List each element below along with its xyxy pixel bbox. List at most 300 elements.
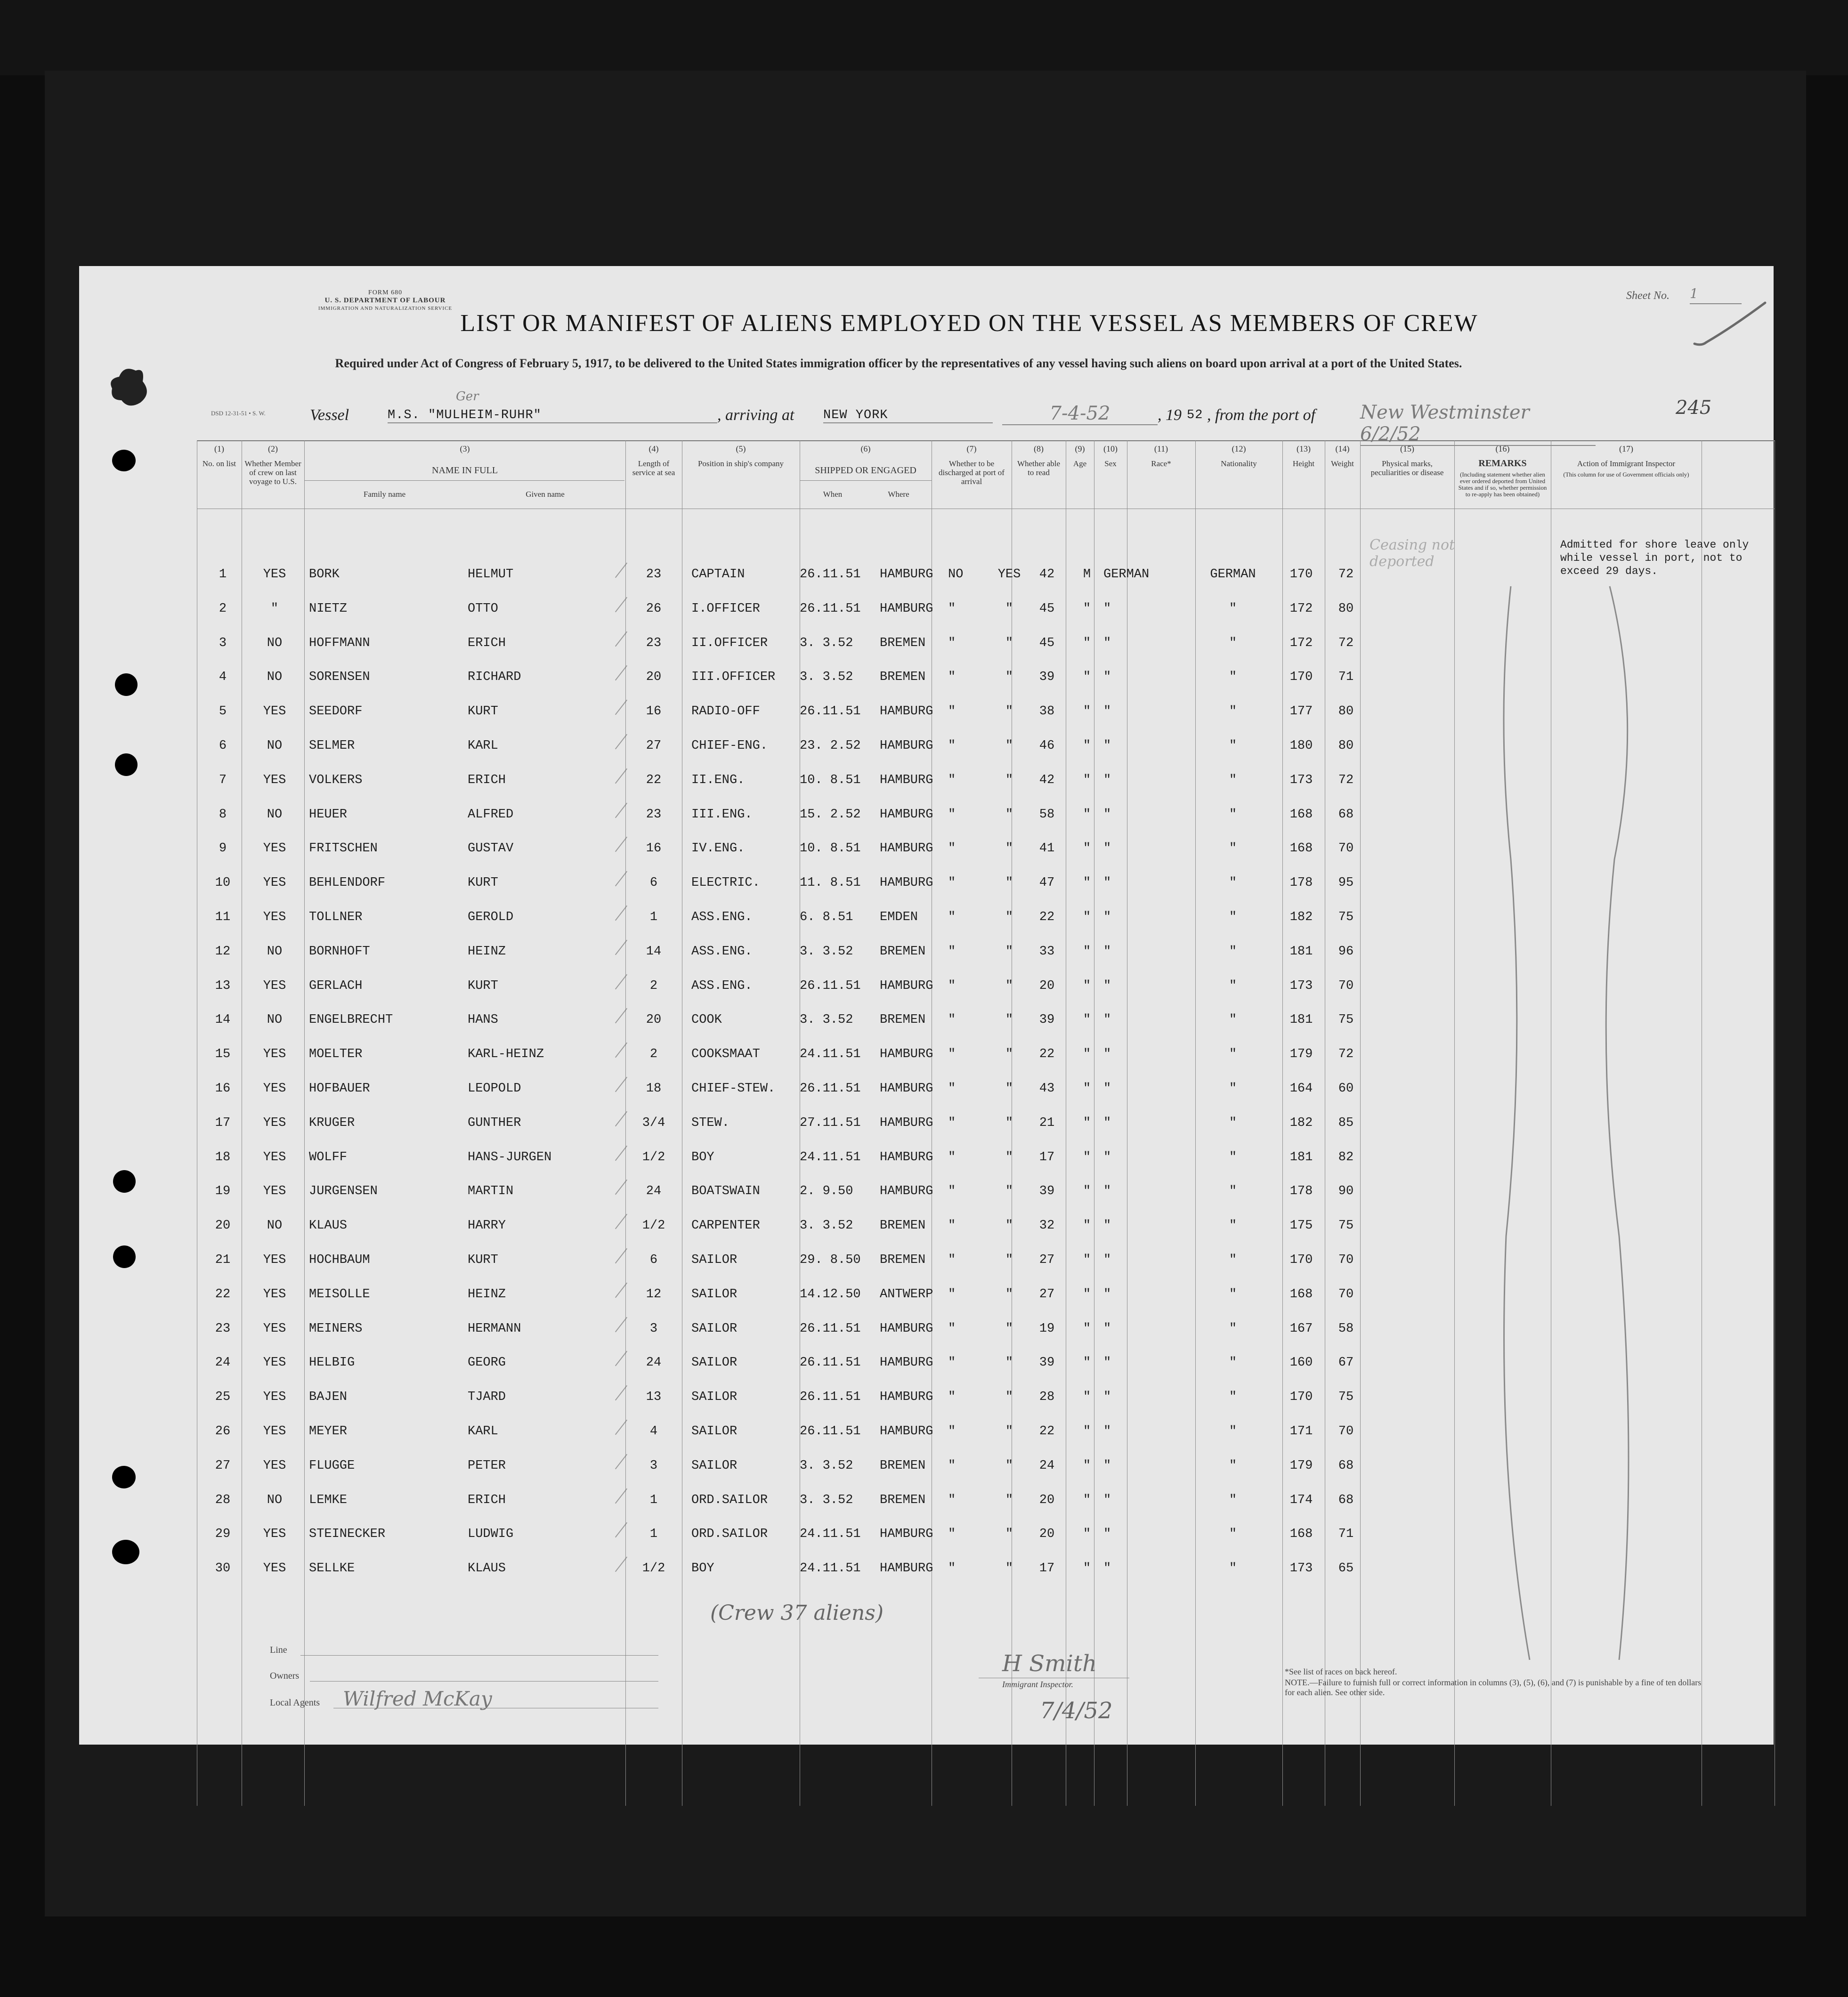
cell-read: " <box>1005 1150 1013 1164</box>
cell-disch: " <box>948 1013 956 1027</box>
column-header: Whether Member of crew on last voyage to U.S. <box>244 459 301 486</box>
cell-service: 1 <box>649 1493 658 1507</box>
cell-no: 25 <box>215 1390 231 1405</box>
cell-read: " <box>1005 636 1013 650</box>
cell-service: 23 <box>646 636 662 650</box>
cell-family: VOLKERS <box>309 773 363 787</box>
shipped-subheader-rule <box>800 480 932 481</box>
cell-no: 3 <box>219 636 227 650</box>
cell-when: 3. 3.52 <box>800 944 853 959</box>
cell-family: HOFBAUER <box>309 1082 370 1096</box>
cell-no: 4 <box>219 670 227 685</box>
cell-given: ERICH <box>468 636 506 650</box>
arriving-place: NEW YORK <box>823 408 993 423</box>
cell-when: 26.11.51 <box>800 978 861 993</box>
cell-read: " <box>1005 1116 1013 1130</box>
cell-position: SAILOR <box>691 1356 738 1370</box>
cell-race: " <box>1103 1082 1111 1096</box>
cell-when: 26.11.51 <box>800 1082 861 1096</box>
cell-height: 168 <box>1289 1287 1313 1302</box>
cell-weight: 72 <box>1338 1047 1354 1062</box>
pencil-tick-icon <box>615 837 627 852</box>
cell-family: MEYER <box>309 1424 348 1439</box>
cell-sex: " <box>1083 978 1091 993</box>
cell-age: 39 <box>1039 670 1055 685</box>
pencil-tick-icon <box>615 939 627 955</box>
cell-weight: 70 <box>1338 1424 1354 1439</box>
cell-sex: " <box>1083 1150 1091 1164</box>
cell-given: ERICH <box>468 1493 506 1507</box>
cell-service: 26 <box>646 601 662 616</box>
cell-age: 39 <box>1039 1013 1055 1027</box>
cell-service: 13 <box>646 1390 662 1405</box>
table-row <box>79 773 1586 792</box>
cell-family: SELMER <box>309 739 355 753</box>
cell-given: OTTO <box>468 601 498 616</box>
table-row <box>79 1082 1586 1100</box>
cell-disch: " <box>948 1561 956 1576</box>
table-row <box>79 1527 1586 1546</box>
cell-weight: 68 <box>1338 1493 1354 1507</box>
cell-sex: " <box>1083 636 1091 650</box>
cell-when: 26.11.51 <box>800 1424 861 1439</box>
cell-where: HAMBURG <box>880 1082 933 1096</box>
table-row <box>79 602 1586 621</box>
cell-prev: YES <box>263 910 286 924</box>
cell-read: " <box>1005 1013 1013 1027</box>
column-number: (8) <box>1034 444 1044 453</box>
cell-when: 26.11.51 <box>800 1321 861 1336</box>
cell-weight: 82 <box>1338 1150 1354 1164</box>
cell-prev: YES <box>263 978 286 993</box>
cell-sex: " <box>1083 670 1091 685</box>
cell-height: 160 <box>1289 1356 1313 1370</box>
column-number: (17) <box>1619 444 1633 453</box>
cell-where: ANTWERP <box>880 1287 933 1302</box>
cell-age: 22 <box>1039 1424 1055 1439</box>
cell-no: 12 <box>215 944 231 959</box>
cell-no: 13 <box>215 978 231 993</box>
cell-given: KURT <box>468 876 498 890</box>
cell-nat: " <box>1229 978 1237 993</box>
table-row <box>79 1150 1586 1169</box>
cell-prev: YES <box>263 841 286 856</box>
from-port-value: New Westminster 6/2/52 <box>1360 402 1596 446</box>
cell-given: GUSTAV <box>468 841 514 856</box>
cell-disch: " <box>948 1321 956 1336</box>
cell-height: 164 <box>1289 1082 1313 1096</box>
column-number: (5) <box>736 444 746 453</box>
cell-prev: NO <box>267 636 283 650</box>
cell-race: " <box>1103 1493 1111 1507</box>
pencil-tick-icon <box>615 597 627 612</box>
cell-when: 14.12.50 <box>800 1287 861 1302</box>
cell-weight: 95 <box>1338 876 1354 890</box>
cell-where: BREMEN <box>880 1458 926 1473</box>
inspector-signature: H Smith <box>1002 1650 1097 1677</box>
pencil-tick-icon <box>615 1282 627 1298</box>
cell-race: " <box>1103 1013 1111 1027</box>
cell-weight: 70 <box>1338 1253 1354 1267</box>
column-subheader: Where <box>888 490 909 499</box>
cell-given: HEINZ <box>468 944 506 959</box>
cell-service: 2 <box>649 1047 658 1062</box>
cell-nat: " <box>1229 636 1237 650</box>
cell-sex: " <box>1083 1458 1091 1473</box>
cell-height: 171 <box>1289 1424 1313 1439</box>
table-top-rule <box>197 440 1775 441</box>
cell-no: 11 <box>215 910 231 924</box>
cell-race: " <box>1103 978 1111 993</box>
cell-given: ERICH <box>468 773 506 787</box>
manifest-sheet <box>79 266 1774 1745</box>
cell-service: 23 <box>646 807 662 822</box>
cell-where: HAMBURG <box>880 1116 933 1130</box>
cell-when: 24.11.51 <box>800 1150 861 1164</box>
cell-race: " <box>1103 773 1111 787</box>
cell-position: III.OFFICER <box>691 670 776 685</box>
department-name: U. S. DEPARTMENT OF LABOUR <box>324 297 446 304</box>
arriving-label: , arriving at <box>717 406 794 424</box>
cell-when: 10. 8.51 <box>800 841 861 856</box>
cell-service: 14 <box>646 944 662 959</box>
cell-where: BREMEN <box>880 636 926 650</box>
cell-when: 3. 3.52 <box>800 1493 853 1507</box>
cell-prev: YES <box>263 773 286 787</box>
cell-nat: " <box>1229 1253 1237 1267</box>
cell-nat: " <box>1229 1321 1237 1336</box>
cell-given: KARL <box>468 739 498 753</box>
print-code: DSD 12-31-51 • S. W. <box>211 410 266 417</box>
cell-where: HAMBURG <box>880 978 933 993</box>
cell-family: HOFFMANN <box>309 636 370 650</box>
corner-number: 245 <box>1676 397 1712 419</box>
cell-disch: " <box>948 773 956 787</box>
table-row <box>79 1356 1586 1374</box>
cell-height: 168 <box>1289 1527 1313 1542</box>
cell-position: III.ENG. <box>691 807 753 822</box>
column-header: Height <box>1292 459 1315 468</box>
table-row <box>79 1219 1586 1237</box>
cell-height: 170 <box>1289 670 1313 685</box>
cell-family: MEISOLLE <box>309 1287 370 1302</box>
cell-read: " <box>1005 978 1013 993</box>
cell-sex: " <box>1083 1082 1091 1096</box>
agents-label: Local Agents <box>270 1698 320 1708</box>
pencil-tick-icon <box>615 734 627 750</box>
cell-sex: " <box>1083 1356 1091 1370</box>
owners-rule <box>310 1681 658 1682</box>
service-name: IMMIGRATION AND NATURALIZATION SERVICE <box>318 306 453 311</box>
cell-prev: YES <box>263 1287 286 1302</box>
table-row <box>79 1253 1586 1272</box>
cell-weight: 80 <box>1338 704 1354 719</box>
cell-age: 33 <box>1039 944 1055 959</box>
cell-service: 3 <box>649 1321 658 1336</box>
cell-height: 180 <box>1289 739 1313 753</box>
cell-where: BREMEN <box>880 1253 926 1267</box>
cell-age: 20 <box>1039 1527 1055 1542</box>
cell-sex: " <box>1083 944 1091 959</box>
cell-position: SAILOR <box>691 1390 738 1405</box>
cell-height: 181 <box>1289 1150 1313 1164</box>
cell-disch: " <box>948 944 956 959</box>
cell-when: 3. 3.52 <box>800 1458 853 1473</box>
cell-service: 23 <box>646 567 662 582</box>
cell-race: " <box>1103 670 1111 685</box>
cell-race: " <box>1103 1253 1111 1267</box>
cell-disch: " <box>948 1390 956 1405</box>
cell-prev: NO <box>267 807 283 822</box>
punch-hole <box>112 450 136 471</box>
cell-prev: YES <box>263 1356 286 1370</box>
column-subheader: Family name <box>363 490 406 499</box>
cell-position: COOKSMAAT <box>691 1047 760 1062</box>
pencil-tick-icon <box>615 700 627 715</box>
cell-prev: NO <box>267 1219 283 1233</box>
cell-weight: 67 <box>1338 1356 1354 1370</box>
cell-prev: YES <box>263 1047 286 1062</box>
cell-age: 22 <box>1039 1047 1055 1062</box>
cell-position: CAPTAIN <box>691 567 745 582</box>
pencil-tick-icon <box>615 1454 627 1469</box>
cell-service: 12 <box>646 1287 662 1302</box>
cell-position: CARPENTER <box>691 1219 760 1233</box>
cell-given: HELMUT <box>468 567 514 582</box>
cell-nat: " <box>1229 1116 1237 1130</box>
table-row <box>79 1116 1586 1135</box>
punch-hole <box>112 1466 136 1488</box>
cell-given: PETER <box>468 1458 506 1473</box>
cell-disch: " <box>948 1493 956 1507</box>
pencil-tick-icon <box>615 631 627 647</box>
column-header: Age <box>1073 459 1087 468</box>
cell-where: HAMBURG <box>880 841 933 856</box>
column-header: SHIPPED OR ENGAGED <box>815 465 916 476</box>
cell-nat: " <box>1229 1287 1237 1302</box>
cell-where: HAMBURG <box>880 1527 933 1542</box>
cell-sex: " <box>1083 876 1091 890</box>
cell-race: " <box>1103 1458 1111 1473</box>
cell-sex: " <box>1083 1013 1091 1027</box>
cell-where: BREMEN <box>880 944 926 959</box>
cell-when: 6. 8.51 <box>800 910 853 924</box>
column-header: Position in ship's company <box>697 459 784 468</box>
cell-family: MEINERS <box>309 1321 363 1336</box>
cell-weight: 58 <box>1338 1321 1354 1336</box>
cell-position: ORD.SAILOR <box>691 1493 768 1507</box>
cell-position: STEW. <box>691 1116 730 1130</box>
cell-position: CHIEF-ENG. <box>691 739 768 753</box>
cell-prev: YES <box>263 704 286 719</box>
cell-disch: " <box>948 1150 956 1164</box>
cell-no: 8 <box>219 807 227 822</box>
cell-where: HAMBURG <box>880 773 933 787</box>
cell-family: TOLLNER <box>309 910 363 924</box>
cell-family: SELLKE <box>309 1561 355 1576</box>
table-row <box>79 1047 1586 1066</box>
cell-sex: " <box>1083 841 1091 856</box>
cell-service: 3 <box>649 1458 658 1473</box>
cell-when: 27.11.51 <box>800 1116 861 1130</box>
cell-position: I.OFFICER <box>691 601 760 616</box>
cell-when: 2. 9.50 <box>800 1184 853 1199</box>
cell-nat: " <box>1229 1493 1237 1507</box>
film-top-border <box>0 0 1848 75</box>
cell-age: 46 <box>1039 739 1055 753</box>
column-number: (2) <box>268 444 278 453</box>
cell-prev: YES <box>263 567 286 582</box>
cell-age: 27 <box>1039 1253 1055 1267</box>
cell-position: COOK <box>691 1013 722 1027</box>
column-number: (16) <box>1495 444 1510 453</box>
cell-sex: " <box>1083 1561 1091 1576</box>
cell-position: CHIEF-STEW. <box>691 1082 776 1096</box>
cell-disch: " <box>948 739 956 753</box>
column-header: Length of service at sea <box>632 459 675 477</box>
column-header: NAME IN FULL <box>432 465 498 476</box>
cell-disch: " <box>948 1219 956 1233</box>
cell-read: YES <box>997 567 1021 582</box>
cell-when: 26.11.51 <box>800 601 861 616</box>
cell-age: 39 <box>1039 1184 1055 1199</box>
cell-age: 20 <box>1039 978 1055 993</box>
cell-where: HAMBURG <box>880 1047 933 1062</box>
cell-nat: " <box>1229 1219 1237 1233</box>
pencil-tick-icon <box>615 1351 627 1366</box>
column-header: Weight <box>1331 459 1354 468</box>
cell-weight: 75 <box>1338 1013 1354 1027</box>
cell-race: " <box>1103 1390 1111 1405</box>
column-header: Race* <box>1151 459 1171 468</box>
cell-height: 170 <box>1289 1253 1313 1267</box>
cell-service: 20 <box>646 670 662 685</box>
cell-service: 18 <box>646 1082 662 1096</box>
cell-service: 22 <box>646 773 662 787</box>
cell-nat: " <box>1229 739 1237 753</box>
column-number: (12) <box>1232 444 1246 453</box>
cell-prev: NO <box>267 944 283 959</box>
column-number: (15) <box>1400 444 1414 453</box>
cell-height: 174 <box>1289 1493 1313 1507</box>
cell-given: HARRY <box>468 1219 506 1233</box>
cell-sex: " <box>1083 1184 1091 1199</box>
cell-nat: " <box>1229 1458 1237 1473</box>
cell-sex: " <box>1083 807 1091 822</box>
cell-given: GEORG <box>468 1356 506 1370</box>
cell-given: LEOPOLD <box>468 1082 521 1096</box>
cell-when: 26.11.51 <box>800 1390 861 1405</box>
cell-where: HAMBURG <box>880 601 933 616</box>
cell-when: 29. 8.50 <box>800 1253 861 1267</box>
cell-given: GEROLD <box>468 910 514 924</box>
punch-hole <box>115 753 138 776</box>
cell-weight: 68 <box>1338 807 1354 822</box>
cell-family: BAJEN <box>309 1390 348 1405</box>
column-number: (1) <box>214 444 224 453</box>
cell-when: 24.11.51 <box>800 1527 861 1542</box>
cell-where: EMDEN <box>880 910 918 924</box>
cell-disch: NO <box>948 567 964 582</box>
cell-read: " <box>1005 1356 1013 1370</box>
cell-given: RICHARD <box>468 670 521 685</box>
pencil-tick-icon <box>615 974 627 989</box>
cell-no: 17 <box>215 1116 231 1130</box>
cell-where: HAMBURG <box>880 1356 933 1370</box>
punch-hole <box>113 1170 136 1193</box>
cell-given: ALFRED <box>468 807 514 822</box>
table-row <box>79 808 1586 826</box>
cell-age: 27 <box>1039 1287 1055 1302</box>
cell-read: " <box>1005 1390 1013 1405</box>
cell-sex: " <box>1083 601 1091 616</box>
table-row <box>79 1424 1586 1443</box>
cell-service: 24 <box>646 1184 662 1199</box>
column-header: Whether to be discharged at port of arrival <box>939 459 1005 486</box>
cell-given: HANS-JURGEN <box>468 1150 552 1164</box>
cell-race: " <box>1103 704 1111 719</box>
cell-height: 179 <box>1289 1047 1313 1062</box>
cell-height: 178 <box>1289 1184 1313 1199</box>
cell-disch: " <box>948 1356 956 1370</box>
pencil-tick-icon <box>615 1008 627 1024</box>
cell-when: 26.11.51 <box>800 567 861 582</box>
cell-prev: YES <box>263 1390 286 1405</box>
cell-prev: YES <box>263 1116 286 1130</box>
table-row <box>79 636 1586 655</box>
column-number: (10) <box>1103 444 1118 453</box>
cell-sex: " <box>1083 1424 1091 1439</box>
cell-position: RADIO-OFF <box>691 704 760 719</box>
cell-family: SEEDORF <box>309 704 363 719</box>
cell-race: " <box>1103 1356 1111 1370</box>
cell-race: " <box>1103 944 1111 959</box>
cell-service: 1/2 <box>642 1150 665 1164</box>
year-value: 52 <box>1187 408 1203 422</box>
pencil-tick-icon <box>615 1522 627 1538</box>
table-row <box>79 876 1586 895</box>
cell-prev: YES <box>263 1321 286 1336</box>
cell-given: KURT <box>468 1253 498 1267</box>
column-number: (3) <box>460 444 470 453</box>
cell-given: KLAUS <box>468 1561 506 1576</box>
cell-nat: " <box>1229 807 1237 822</box>
cell-race: " <box>1103 876 1111 890</box>
inspector-date: 7/4/52 <box>1040 1698 1113 1724</box>
cell-where: HAMBURG <box>880 704 933 719</box>
cell-read: " <box>1005 1561 1013 1576</box>
cell-read: " <box>1005 807 1013 822</box>
table-row <box>79 1184 1586 1203</box>
cell-given: GUNTHER <box>468 1116 521 1130</box>
cell-position: SAILOR <box>691 1424 738 1439</box>
pencil-tick-icon <box>615 1111 627 1126</box>
table-row <box>79 979 1586 998</box>
cell-weight: 90 <box>1338 1184 1354 1199</box>
cell-disch: " <box>948 1253 956 1267</box>
column-subheader: When <box>823 490 843 499</box>
cell-weight: 72 <box>1338 567 1354 582</box>
cell-service: 2 <box>649 978 658 993</box>
cell-sex: " <box>1083 739 1091 753</box>
cell-age: 45 <box>1039 601 1055 616</box>
inspector-label: Immigrant Inspector. <box>1002 1680 1073 1689</box>
cell-service: 24 <box>646 1356 662 1370</box>
punch-hole <box>115 673 138 696</box>
page-title: LIST OR MANIFEST OF ALIENS EMPLOYED ON THE VESSEL AS MEMBERS OF CREW <box>460 310 1478 337</box>
cell-given: KARL-HEINZ <box>468 1047 544 1062</box>
cell-disch: " <box>948 807 956 822</box>
